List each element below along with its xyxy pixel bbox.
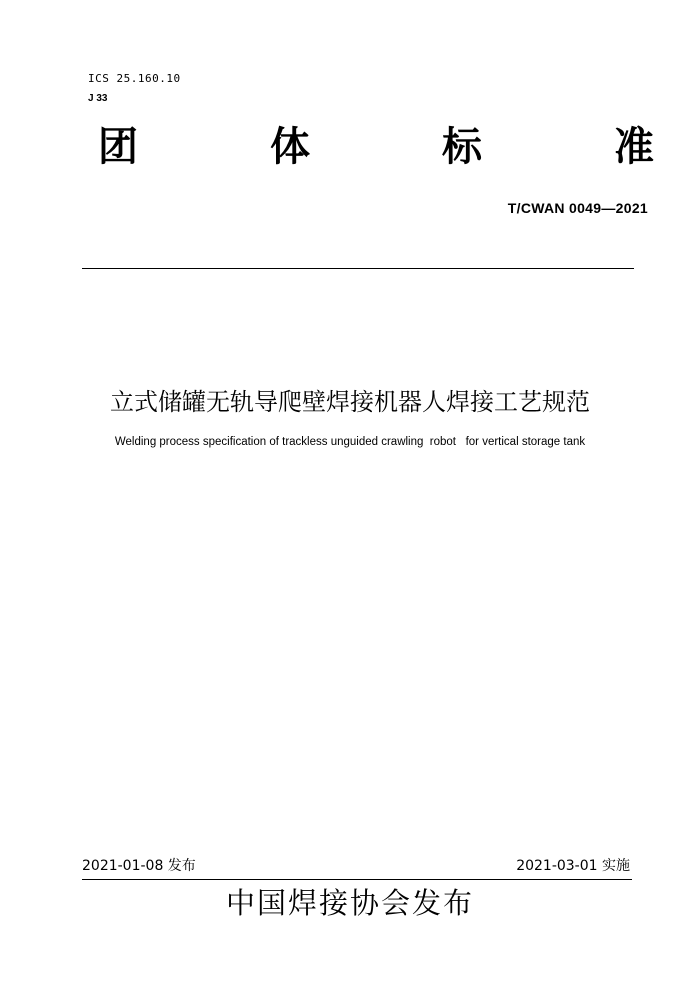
ics-code: ICS 25.160.10 (88, 72, 181, 85)
chinese-title: 立式储罐无轨导爬壁焊接机器人焊接工艺规范 (110, 388, 590, 416)
standard-type-char: 体 (270, 124, 310, 170)
standard-type-char: 团 (98, 124, 138, 170)
standard-type-heading (98, 122, 654, 172)
standard-type-char: 准 (614, 124, 654, 170)
standard-number: T/CWAN 0049—2021 (507, 200, 648, 216)
implementation-date: 2021-03-01 实施 (516, 858, 630, 874)
top-divider (82, 268, 634, 269)
issue-date: 2021-01-08 发布 (82, 858, 196, 874)
bottom-divider (82, 879, 632, 880)
publisher: 中国焊接协会发布 (225, 886, 474, 920)
standard-type-char: 标 (442, 124, 482, 170)
english-title: Welding process specification of trackless unguided crawling robot for vertical storage tank (114, 436, 586, 448)
ccs-code: J 33 (88, 93, 108, 104)
